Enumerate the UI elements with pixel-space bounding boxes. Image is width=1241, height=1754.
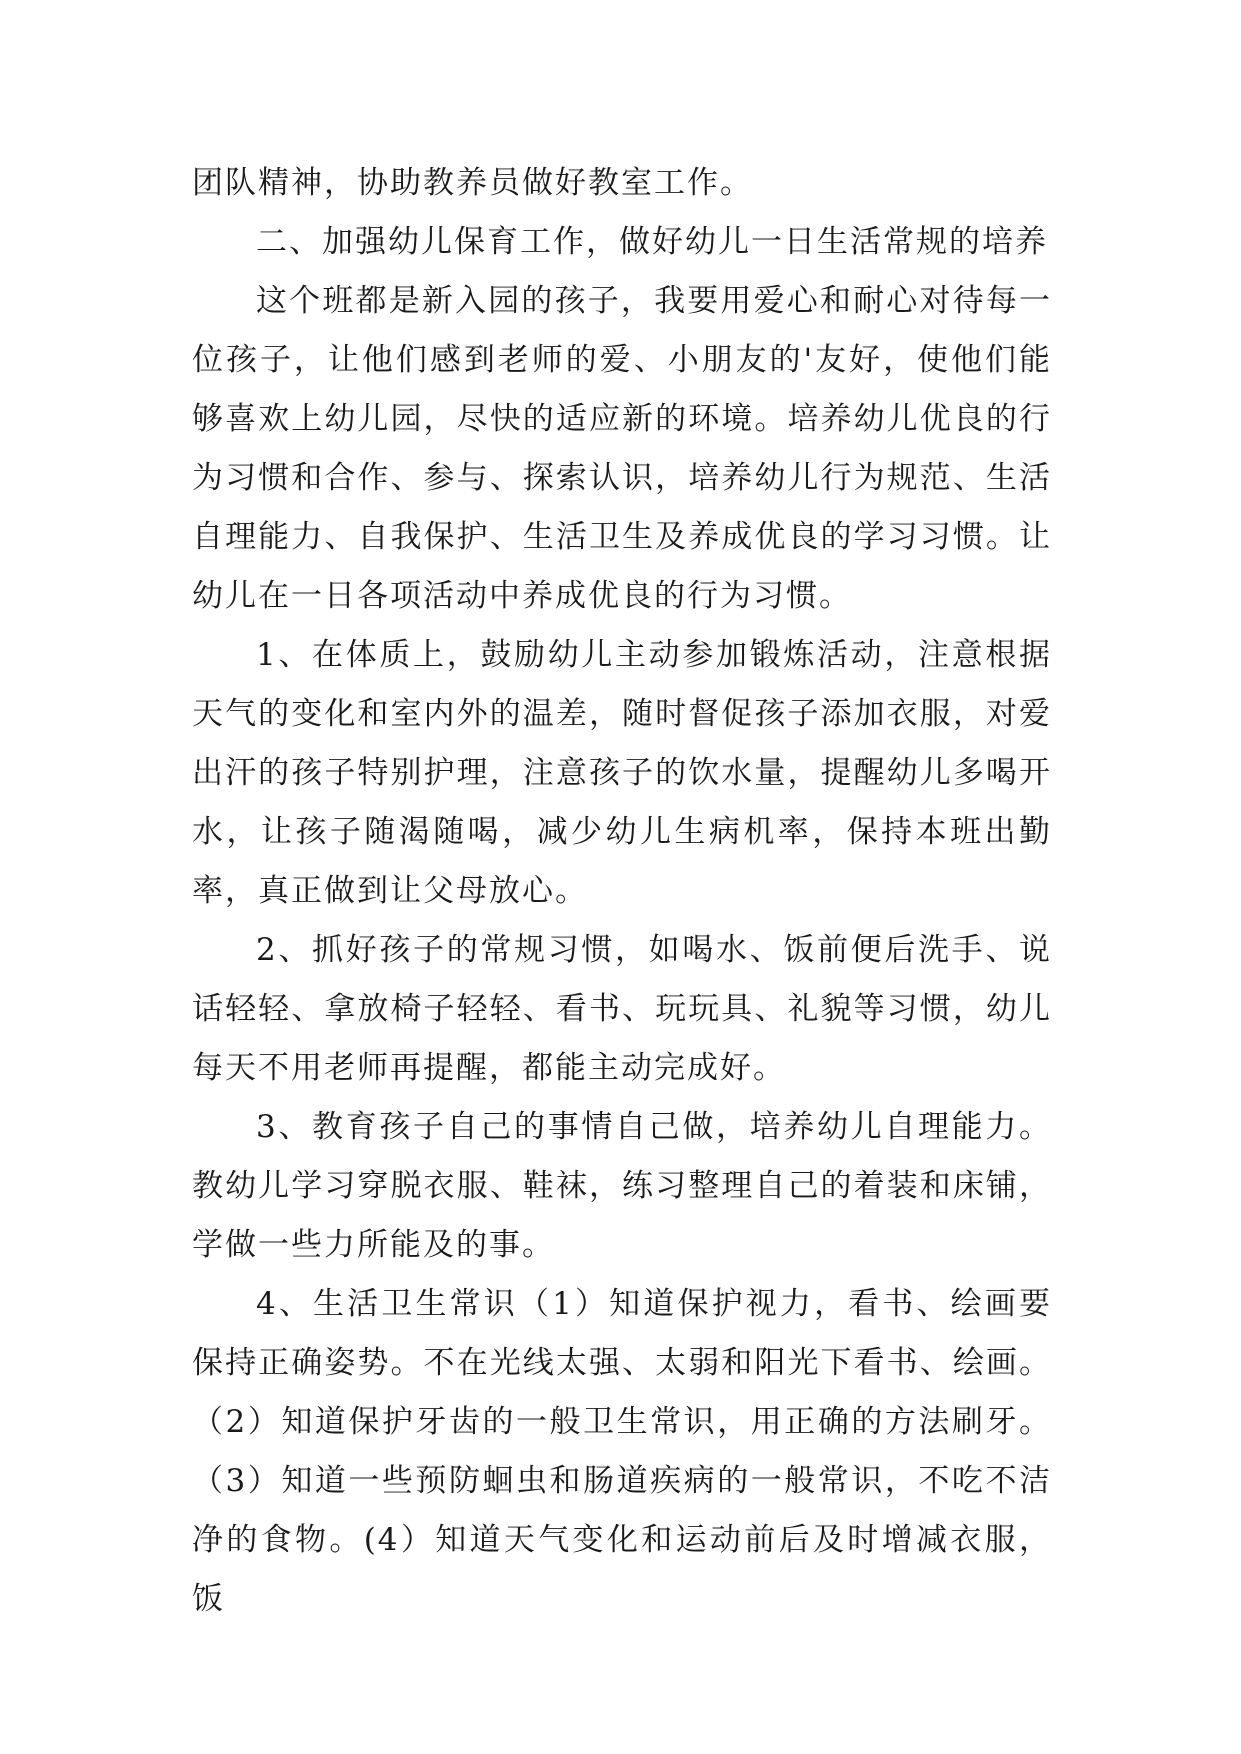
document-body [192, 154, 1052, 1629]
paragraph-5: 2、抓好孩子的常规习惯，如喝水、饭前便后洗手、说话轻轻、拿放椅子轻轻、看书、玩玩具、礼貌等习惯，幼儿每天不用老师再提醒，都能主动完成好。 [192, 932, 1052, 1086]
paragraph-3: 这个班都是新入园的孩子，我要用爱心和耐心对待每一位孩子，让他们感到老师的爱、小朋友的'友好，使他们能够喜欢上幼儿园，尽快的适应新的环境。培养幼儿优良的行为习惯和合作、参与、探索认识，培养幼儿行为规范、生活自理能力、自我保护、生活卫生及养成优良的学习习惯。让幼儿在一日各项活动中养成优良的行为习惯。 [192, 283, 1052, 614]
paragraph-7: 4、生活卫生常识（1）知道保护视力，看书、绘画要保持正确姿势。不在光线太强、太弱和阳光下看书、绘画。（2）知道保护牙齿的一般卫生常识，用正确的方法刷牙。（3）知道一些预防蛔虫和肠道疾病的一般常识，不吃不洁净的食物。(4）知道天气变化和运动前后及时增减衣服，饭 [192, 1286, 1052, 1617]
paragraph-6: 3、教育孩子自己的事情自己做，培养幼儿自理能力。教幼儿学习穿脱衣服、鞋袜，练习整理自己的着装和床铺，学做一些力所能及的事。 [192, 1109, 1052, 1263]
paragraph-2-heading: 二、加强幼儿保育工作，做好幼儿一日生活常规的培养 [256, 224, 1048, 260]
paragraph-4: 1、在体质上，鼓励幼儿主动参加锻炼活动，注意根据天气的变化和室内外的温差，随时督促孩子添加衣服，对爱出汗的孩子特别护理，注意孩子的饮水量，提醒幼儿多喝开水，让孩子随渴随喝，减少幼儿生病机率，保持本班出勤率，真正做到让父母放心。 [192, 637, 1052, 909]
paragraph-1: 团队精神，协助教养员做好教室工作。 [192, 165, 753, 201]
